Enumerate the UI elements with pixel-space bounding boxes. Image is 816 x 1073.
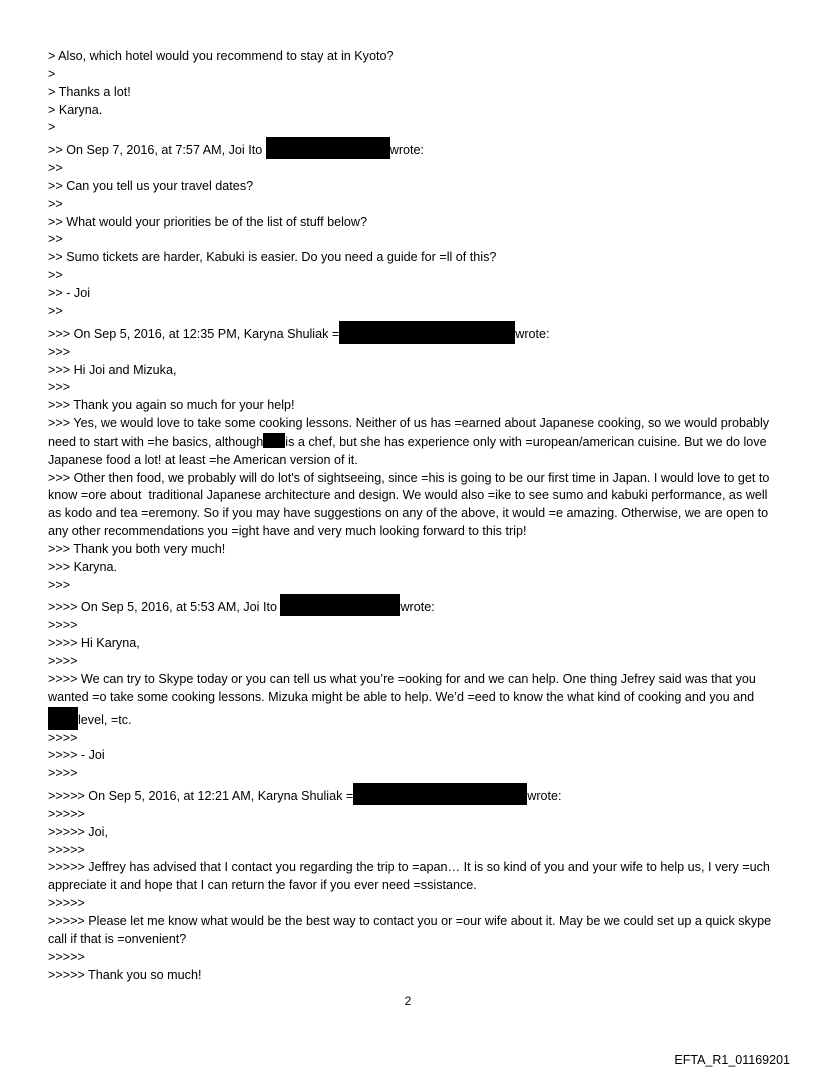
- redaction-block: [266, 137, 390, 159]
- text-line: >>> Thank you both very much!: [48, 541, 226, 556]
- header-line: [48, 594, 772, 617]
- text-line: >>> Karyna.: [48, 559, 117, 574]
- text-line: >>: [48, 232, 63, 247]
- email-thread: [48, 48, 775, 984]
- text-line: >> Sumo tickets are harder, Kabuki is easier. Do you need a guide for =ll of this?: [48, 250, 497, 265]
- paragraph: [48, 415, 772, 470]
- text-line: >>> Thank you again so much for your help!: [48, 398, 295, 413]
- text-line: >>: [48, 196, 63, 211]
- header-text: >>>> On Sep 5, 2016, at 5:53 AM, Joi Ito: [48, 600, 281, 615]
- header-text: >> On Sep 7, 2016, at 7:57 AM, Joi Ito: [48, 143, 266, 158]
- text-line: >> Can you tell us your travel dates?: [48, 178, 254, 193]
- header-line: [48, 783, 772, 806]
- header-text: wrote:: [527, 789, 562, 804]
- paragraph: >>>>> Please let me know what would be the best way to contact you or =our wife about it. May be we could set up a quick skype call if that is =onvenient?: [48, 913, 775, 946]
- text-line: > Thanks a lot!: [48, 84, 131, 99]
- text-line: >>>>: [48, 730, 78, 745]
- document-id: EFTA_R1_01169201: [674, 1053, 790, 1067]
- text-line: >>>>: [48, 766, 78, 781]
- text-line: >>>>> Joi,: [48, 824, 108, 839]
- text-line: > Also, which hotel would you recommend to stay at in Kyoto?: [48, 49, 394, 63]
- text-line: >>>> Hi Karyna,: [48, 636, 140, 651]
- paragraph-text: is a chef, but she has experience only with =uropean/american cuisine. But we do love Japanese food a lot! at least =he American version of it.: [48, 434, 771, 467]
- redaction-block: [48, 707, 78, 730]
- text-line: >>>>>: [48, 896, 85, 911]
- header-text: >>> On Sep 5, 2016, at 12:35 PM, Karyna Shuliak =: [48, 326, 340, 341]
- header-line: [48, 321, 772, 344]
- paragraph-text: level, =tc.: [78, 712, 132, 727]
- text-line: >>: [48, 303, 63, 318]
- header-text: wrote:: [400, 600, 435, 615]
- paragraph-text: >>> Yes, we would love to take some cooking lessons. Neither of us has =earned about Japanese cooking, so we would probably need to start with =he basics, although: [48, 416, 773, 449]
- paragraph-text: >>>> We can try to Skype today or you can tell us what you’re =ooking for and we can help. One thing Jefrey said was that you wanted =o take some cooking lessons. Mizuka might be able to help. We’d =eed to know the what kind of cooking and you and: [48, 671, 760, 704]
- text-line: >>>>>: [48, 842, 85, 857]
- redaction-block: [339, 321, 515, 344]
- text-line: >>>>>: [48, 806, 85, 821]
- text-line: >> What would your priorities be of the list of stuff below?: [48, 214, 367, 229]
- text-line: >>>>>: [48, 949, 85, 964]
- text-line: > Karyna.: [48, 102, 103, 117]
- text-line: >>>: [48, 380, 71, 395]
- paragraph: >>>>> Jeffrey has advised that I contact you regarding the trip to =apan… It is so kind of you and your wife to help us, I very =uch appreciate it and hope that I can return the favor if you ever need =ssistance.: [48, 860, 774, 893]
- text-line: >>> Hi Joi and Mizuka,: [48, 362, 177, 377]
- paragraph: >>> Other then food, we probably will do lot's of sightseeing, since =his is going to be our first time in Japan. I would love to get to know =ore about traditional Japanese architecture and design. We would also =ike to see sumo and kabuki performance, as well as kodo and tea =eremony. So if you may have suggestions on any of the above, it would =e amazing. Otherwise, we are open to any other recommendations you =ight have and very much looking forward to this trip!: [48, 470, 773, 539]
- redaction-block: [263, 433, 285, 448]
- text-line: >>>>> Thank you so much!: [48, 967, 202, 982]
- text-line: >: [48, 66, 56, 81]
- redaction-block: [280, 594, 400, 616]
- text-line: >>>>: [48, 618, 78, 633]
- text-line: >>>: [48, 577, 71, 592]
- text-line: >: [48, 120, 56, 135]
- header-text: wrote:: [389, 143, 425, 158]
- page-number: 2: [404, 994, 412, 1008]
- text-line: >>>: [48, 344, 71, 359]
- header-line: [48, 137, 772, 160]
- paragraph: [48, 671, 772, 730]
- text-line: >>>> - Joi: [48, 748, 105, 763]
- redaction-block: [353, 783, 527, 805]
- text-line: >>: [48, 161, 63, 176]
- header-text: wrote:: [515, 326, 550, 341]
- text-line: >> - Joi: [48, 285, 90, 300]
- text-line: >>>>: [48, 654, 78, 668]
- text-line: >>: [48, 268, 63, 283]
- header-text: >>>>> On Sep 5, 2016, at 12:21 AM, Karyna Shuliak =: [48, 789, 354, 804]
